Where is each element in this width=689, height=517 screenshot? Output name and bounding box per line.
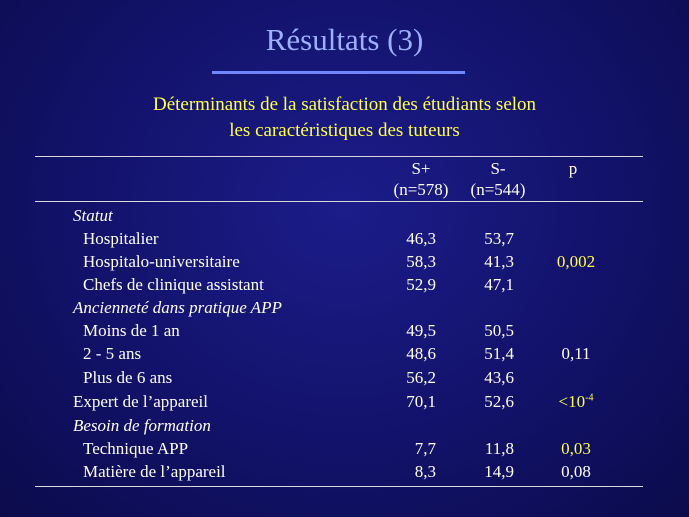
- row-s-minus: 53,7: [484, 229, 514, 248]
- row-s-minus: 11,8: [484, 439, 514, 458]
- table-row: [0, 319, 689, 342]
- row-s-plus: 70,1: [406, 392, 436, 411]
- slide-title: Résultats (3): [265, 22, 424, 57]
- table-row: [0, 437, 689, 460]
- row-label: Hospitalo-universitaire: [83, 252, 240, 271]
- row-p: 0,03: [561, 439, 591, 458]
- row-label: Plus de 6 ans: [83, 368, 173, 387]
- row-s-plus: 52,9: [406, 275, 436, 294]
- subtitle-line-1: Déterminants de la satisfaction des étudiants selon: [152, 94, 537, 115]
- header-s-minus: [460, 158, 536, 200]
- row-s-plus: 58,3: [406, 252, 436, 271]
- table-row: [0, 296, 689, 319]
- row-s-minus: 50,5: [484, 321, 514, 340]
- table-row: [0, 227, 689, 250]
- title-underline: [212, 71, 465, 74]
- table-bottom-rule: [35, 486, 643, 487]
- row-label: Ancienneté dans pratique APP: [73, 298, 282, 317]
- row-p: 0,002: [556, 252, 596, 271]
- header-s-plus: [385, 158, 457, 200]
- row-s-minus: 43,6: [484, 368, 514, 387]
- table-row: [0, 342, 689, 365]
- table-row: [0, 273, 689, 296]
- row-s-plus: 8,3: [414, 462, 436, 481]
- table-row: [0, 414, 689, 437]
- header-s-minus-n: (n=544): [470, 180, 526, 199]
- row-p-base: <10: [558, 392, 586, 411]
- row-label: 2 - 5 ans: [83, 344, 142, 363]
- row-s-plus: 46,3: [406, 229, 436, 248]
- slide-subtitle: [0, 92, 689, 144]
- row-label: Chefs de clinique assistant: [83, 275, 264, 294]
- header-s-plus-label: S+: [411, 159, 431, 178]
- header-s-plus-n: (n=578): [393, 180, 449, 199]
- row-label: Technique APP: [83, 439, 189, 458]
- row-p-exponent: -4: [585, 392, 594, 404]
- table-row: [0, 390, 689, 413]
- row-s-minus: 51,4: [484, 344, 514, 363]
- row-label: Hospitalier: [83, 229, 159, 248]
- row-label: Besoin de formation: [73, 416, 211, 435]
- row-p: 0,08: [561, 462, 591, 481]
- table-row: [0, 250, 689, 273]
- header-p: p: [568, 159, 578, 178]
- row-label: Moins de 1 an: [83, 321, 180, 340]
- row-s-plus: 56,2: [406, 368, 436, 387]
- row-s-plus: 48,6: [406, 344, 436, 363]
- row-s-minus: 14,9: [484, 462, 514, 481]
- row-p-with-exponent: [535, 390, 617, 413]
- table-row: [0, 460, 689, 483]
- header-s-minus-label: S-: [490, 159, 506, 178]
- table-row: [0, 366, 689, 389]
- row-s-minus: 47,1: [484, 275, 514, 294]
- row-p: 0,11: [561, 344, 591, 363]
- subtitle-line-2: les caractéristiques des tuteurs: [229, 120, 460, 141]
- table-top-rule: [35, 156, 643, 157]
- row-s-minus: 41,3: [484, 252, 514, 271]
- table-header-rule: [35, 201, 643, 202]
- table-row: [0, 204, 689, 227]
- row-s-plus: 49,5: [406, 321, 436, 340]
- row-label: Statut: [73, 206, 113, 225]
- row-s-plus: 7,7: [414, 439, 436, 458]
- row-label: Expert de l’appareil: [73, 392, 208, 411]
- row-label: Matière de l’appareil: [83, 462, 226, 481]
- row-s-minus: 52,6: [484, 392, 514, 411]
